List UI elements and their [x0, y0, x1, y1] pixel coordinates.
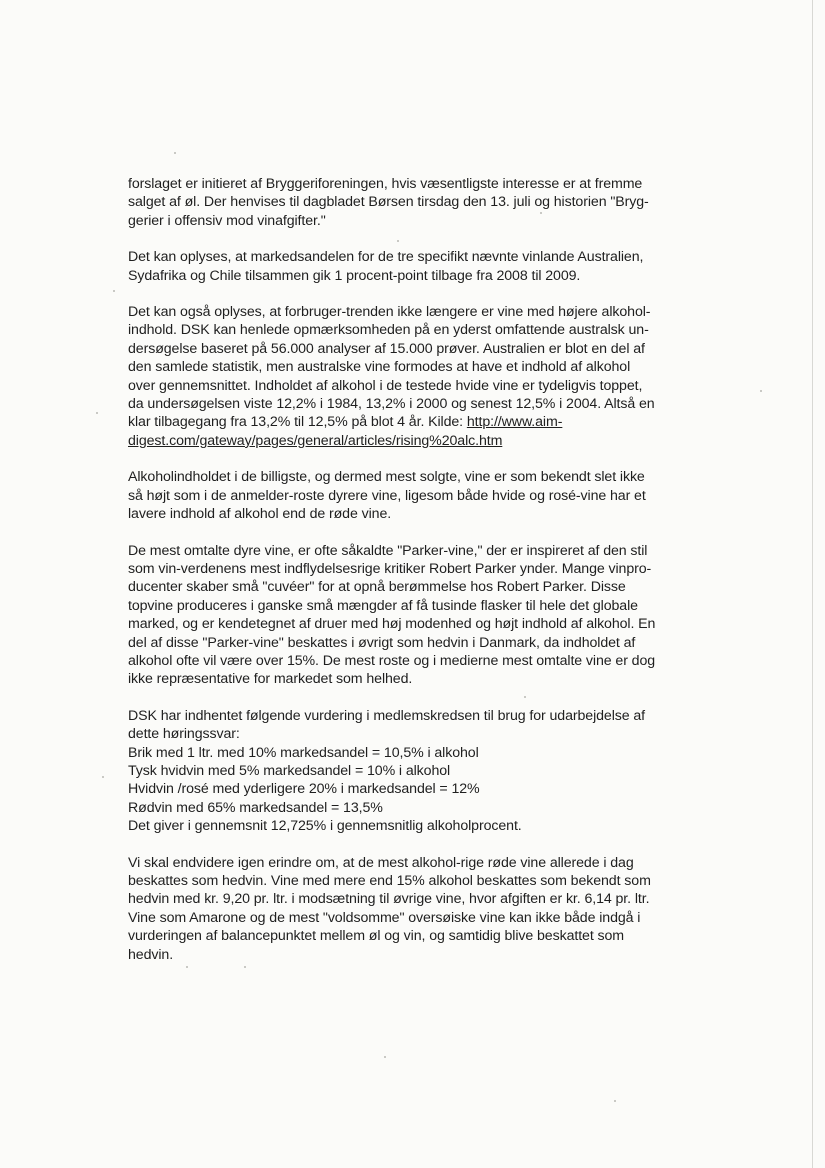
- assessment-line: Tysk hvidvin med 5% markedsandel = 10% i alkohol: [128, 762, 451, 779]
- assessment-line: Hvidvin /rosé med yderligere 20% i markedsandel = 12%: [128, 781, 480, 798]
- scan-speck: [244, 966, 246, 968]
- text-line: ikke repræsentative for markedet som helhed.: [128, 671, 413, 688]
- text-line: da undersøgelsen viste 12,2% i 1984, 13,2% i 2000 og senest 12,5% i 2004. Altså en: [128, 396, 655, 413]
- text-line: DSK har indhentet følgende vurdering i medlemskredsen til brug for udarbejdelse af: [128, 707, 646, 724]
- text-line: lavere indhold af alkohol end de røde vine.: [128, 506, 392, 523]
- scan-speck: [384, 1056, 386, 1058]
- text-line: som vin-verdenens mest indflydelsesrige kritiker Robert Parker ynder. Mange vinpro-: [128, 560, 652, 577]
- scan-speck: [614, 1100, 616, 1102]
- scan-speck: [102, 776, 104, 778]
- text-line: så højt som i de anmelder-roste dyrere vine, ligesom både hvide og rosé-vine har et: [128, 487, 646, 504]
- text-line: marked, og er kendetegnet af druer med høj modenhed og højt indhold af alkohol. En: [128, 616, 656, 633]
- text-line: hedvin.: [128, 946, 174, 963]
- text-line: dette høringssvar:: [128, 726, 240, 743]
- text-line: alkohol ofte vil være over 15%. De mest roste og i medierne mest omtalte vine er dog: [128, 652, 656, 669]
- document-body: [128, 175, 728, 964]
- text-line: salget af øl. Der henvises til dagbladet Børsen tirsdag den 13. juli og historien "Bryg-: [128, 194, 649, 211]
- paragraph-bryggeriforeningen: [128, 175, 728, 230]
- paragraph-dsk-assessment: [128, 707, 728, 836]
- assessment-line: Brik med 1 ltr. med 10% markedsandel = 10,5% i alkohol: [128, 744, 479, 761]
- page-edge-line: [812, 0, 813, 1168]
- text-line: over gennemsnittet. Indholdet af alkohol i de testede hvide vine er tydeligvis toppet,: [128, 377, 643, 394]
- text-line: den samlede statistik, men australske vine formodes at have et indhold af alkohol: [128, 359, 631, 376]
- paragraph-market-share: [128, 248, 728, 285]
- text-line: [128, 432, 728, 450]
- text-line: Alkoholindholdet i de billigste, og dermed mest solgte, vine er som bekendt slet ikke: [128, 469, 645, 486]
- text-line: del af disse "Parker-vine" beskattes i øvrigt som hedvin i Danmark, da indholdet af: [128, 634, 636, 651]
- scan-speck: [760, 390, 762, 392]
- paragraph-hedvin-taxation: [128, 854, 728, 964]
- text-line: Vine som Amarone og de mest "voldsomme" oversøiske vine kan ikke både indgå i: [128, 909, 641, 926]
- scan-speck: [96, 412, 98, 414]
- source-link-start[interactable]: http://www.aim-: [466, 414, 563, 431]
- text-line: Det kan oplyses, at markedsandelen for de tre specifikt nævnte vinlande Australien,: [128, 249, 644, 266]
- text-line: beskattes som hedvin. Vine med mere end 15% alkohol beskattes som bekendt som: [128, 873, 651, 889]
- text-line: Det kan også oplyses, at forbruger-trenden ikke længere er vine med højere alkohol-: [128, 304, 651, 321]
- scan-speck: [174, 152, 176, 154]
- paragraph-parker-wines: [128, 542, 728, 689]
- text-line: vurderingen af balancepunktet mellem øl og vin, og samtidig blive beskattet som: [128, 928, 625, 945]
- paragraph-consumer-trend: [128, 303, 728, 450]
- text-line: hedvin med kr. 9,20 pr. ltr. i modsætning til øvrige vine, hvor afgiften er kr. 6,14 pr. ltr.: [128, 891, 650, 908]
- text-line: Vi skal endvidere igen erindre om, at de mest alkohol-rige røde vine allerede i dag: [128, 854, 634, 871]
- assessment-line: Rødvin med 65% markedsandel = 13,5%: [128, 799, 383, 816]
- text-line: indhold. DSK kan henlede opmærksomheden på en yderst omfattende australsk un-: [128, 322, 649, 339]
- text-line: Sydafrika og Chile tilsammen gik 1 procent-point tilbage fra 2008 til 2009.: [128, 267, 581, 284]
- text-line: De mest omtalte dyre vine, er ofte såkaldte "Parker-vine," der er inspireret af den stil: [128, 542, 648, 559]
- text-line: gerier i offensiv mod vinafgifter.": [128, 212, 326, 229]
- text-line: [128, 413, 728, 431]
- text-line-prefix: klar tilbagegang fra 13,2% til 12,5% på blot 4 år. Kilde:: [128, 414, 467, 431]
- source-link-end[interactable]: digest.com/gateway/pages/general/articles/rising%20alc.htm: [128, 432, 503, 449]
- scan-speck: [186, 966, 188, 968]
- text-line: dersøgelse baseret på 56.000 analyser af 15.000 prøver. Australien er blot en del af: [128, 340, 645, 357]
- text-line: forslaget er initieret af Bryggeriforeningen, hvis væsentligste interesse er at fremme: [128, 176, 643, 192]
- text-line: ducenter skaber små "cuvéer" for at opnå berømmelse hos Robert Parker. Disse: [128, 579, 626, 596]
- text-line: topvine produceres i ganske små mængder af få tusinde flasker til hele det globale: [128, 597, 638, 614]
- paragraph-alcohol-content: [128, 468, 728, 523]
- scan-speck: [113, 290, 115, 292]
- assessment-line: Det giver i gennemsnit 12,725% i gennemsnitlig alkoholprocent.: [128, 818, 522, 835]
